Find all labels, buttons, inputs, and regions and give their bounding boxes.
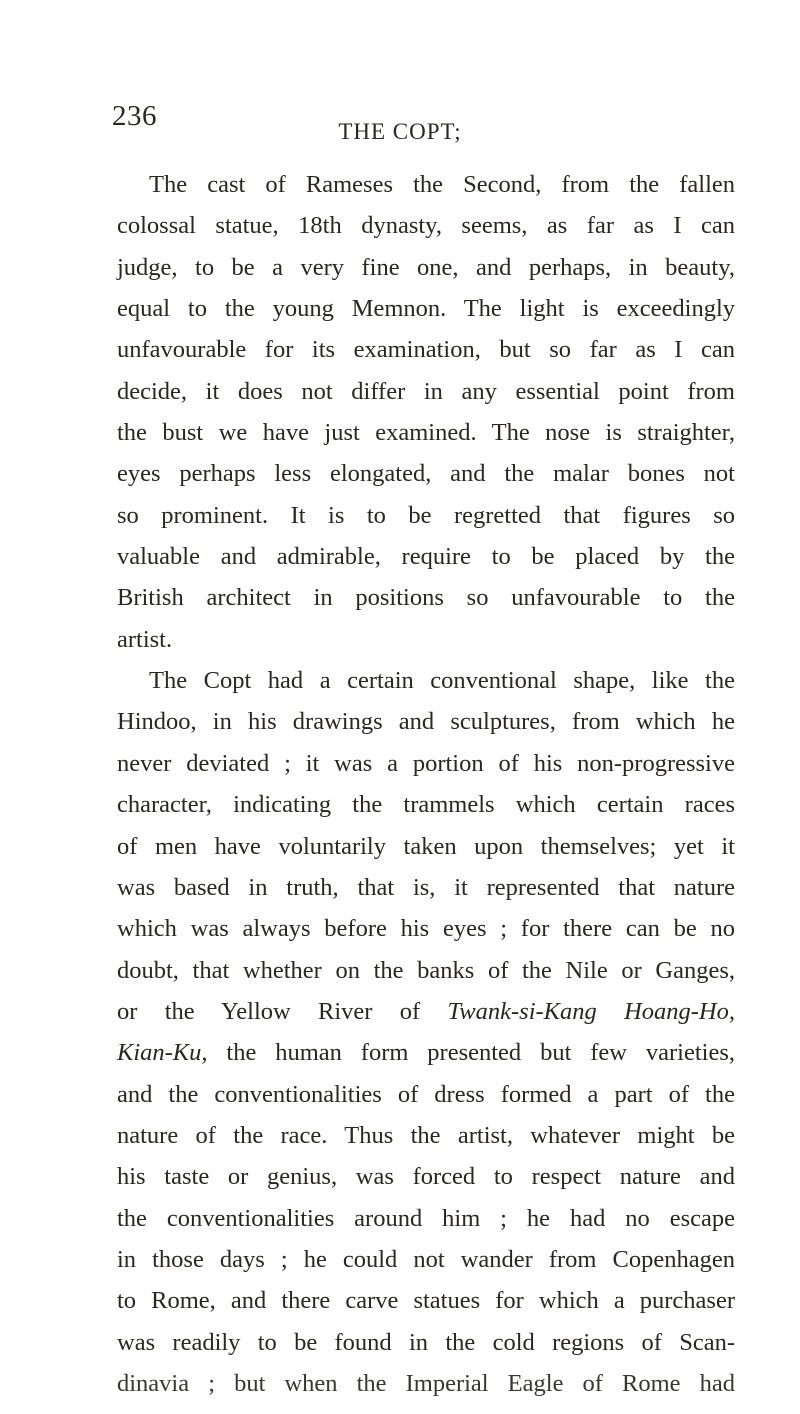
text-line: was based in truth, that is, it represented that nature [117, 873, 735, 901]
text-line-with-italics [117, 1032, 735, 1073]
text-line: was readily to be found in the cold regions of Scan- [117, 1328, 735, 1356]
text-line: to Rome, and there carve statues for which a purchaser [117, 1287, 735, 1315]
text-line: doubt, that whether on the banks of the Nile or Ganges, [117, 956, 735, 984]
text-line: The Copt had a certain conventional shape, like the [149, 667, 735, 695]
text-line: British architect in positions so unfavourable to the [117, 584, 735, 612]
body-text [117, 164, 735, 1404]
page-number: 236 [112, 100, 157, 132]
text-line: the conventionalities around him ; he had no escape [117, 1204, 735, 1232]
text-line: never deviated ; it was a portion of his non-progressive [117, 749, 735, 777]
text-line-with-italics [117, 991, 735, 1032]
text-line: of men have voluntarily taken upon themselves; yet it [117, 832, 735, 860]
text-line: equal to the young Memnon. The light is exceedingly [117, 295, 735, 323]
running-head: THE COPT; [338, 119, 462, 144]
text-line: colossal statue, 18th dynasty, seems, as far as I can [117, 212, 735, 240]
text-line: nature of the race. Thus the artist, whatever might be [117, 1121, 735, 1149]
text-line: so prominent. It is to be regretted that figures so [117, 501, 735, 529]
text-line: The cast of Rameses the Second, from the fallen [149, 171, 735, 198]
text-line: Hindoo, in his drawings and sculptures, from which he [117, 708, 735, 736]
text-line: dinavia ; but when the Imperial Eagle of Rome had [117, 1369, 735, 1397]
text-run: the human form presented but few varieties, [207, 1039, 735, 1067]
text-line: artist. [117, 625, 173, 653]
text-run: or the Yellow River of [117, 997, 421, 1025]
text-line: and the conventionalities of dress formed a part of the [117, 1080, 735, 1108]
text-line: which was always before his eyes ; for there can be no [117, 915, 735, 943]
italic-place-names: Twank-si-Kang Hoang-Ho, [447, 997, 735, 1025]
italic-place-name: Kian-Ku, [117, 1039, 208, 1067]
text-line: eyes perhaps less elongated, and the malar bones not [117, 460, 735, 488]
text-line: in those days ; he could not wander from Copenhagen [117, 1245, 735, 1273]
text-line: unfavourable for its examination, but so far as I can [117, 336, 735, 364]
text-line: valuable and admirable, require to be placed by the [117, 543, 735, 571]
text-line: decide, it does not differ in any essential point from [117, 377, 735, 405]
text-line: character, indicating the trammels which certain races [117, 791, 735, 819]
text-line: his taste or genius, was forced to respect nature and [117, 1163, 735, 1191]
text-line: judge, to be a very fine one, and perhaps, in beauty, [117, 253, 735, 281]
text-line: the bust we have just examined. The nose is straighter, [117, 419, 735, 447]
